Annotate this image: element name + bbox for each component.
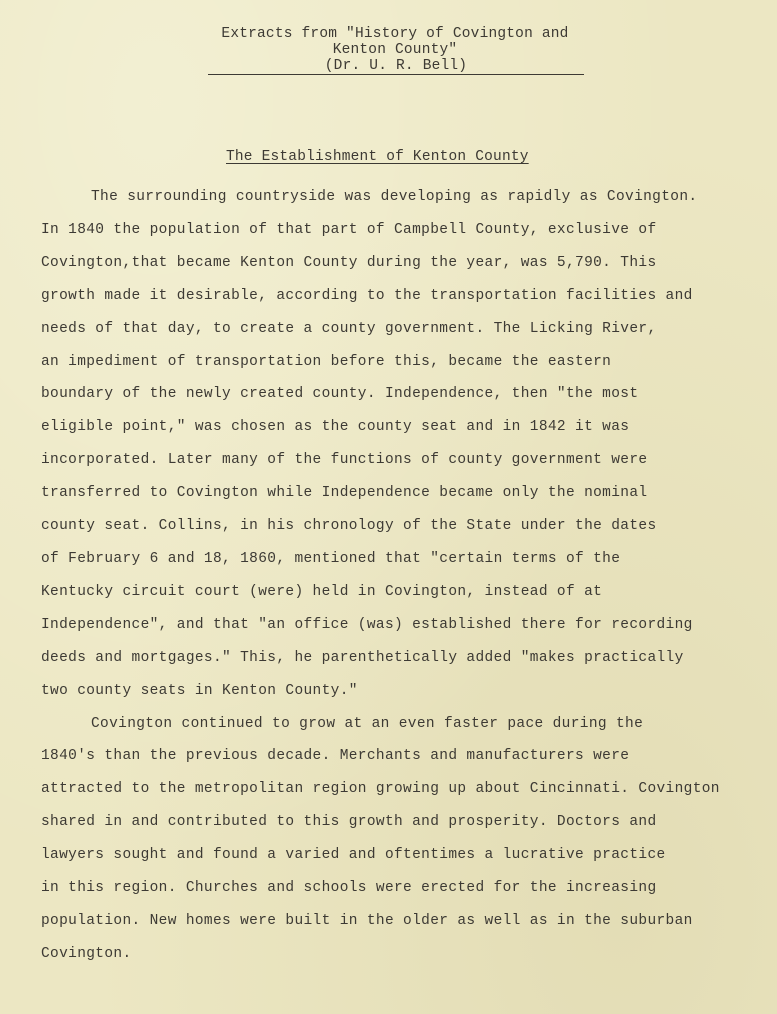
header-line-2: Kenton County" xyxy=(332,42,458,58)
text-line: two county seats in Kenton County." xyxy=(41,682,358,699)
text-line: eligible point," was chosen as the county seat and in 1842 it was xyxy=(41,419,630,436)
text-line: growth made it desirable, according to the transportation facilities and xyxy=(41,287,693,304)
text-line: needs of that day, to create a county government. The Licking River, xyxy=(41,320,657,337)
text-line: Kentucky circuit court (were) held in Covington, instead of at xyxy=(41,583,603,600)
text-line: incorporated. Later many of the functions of county government were xyxy=(41,452,648,469)
text-line: Covington continued to grow at an even faster pace during the xyxy=(91,715,644,732)
text-line: boundary of the newly created county. Independence, then "the most xyxy=(41,386,639,403)
text-line: attracted to the metropolitan region growing up about Cincinnati. Covington xyxy=(41,781,720,798)
text-line: county seat. Collins, in his chronology of the State under the dates xyxy=(41,518,657,535)
paragraph-1 xyxy=(41,181,773,708)
text-line: lawyers sought and found a varied and oftentimes a lucrative practice xyxy=(41,847,666,864)
text-line: 1840's than the previous decade. Merchants and manufacturers were xyxy=(41,748,630,765)
section-title: The Establishment of Kenton County xyxy=(226,149,529,165)
document-header xyxy=(200,26,590,75)
paragraph-2 xyxy=(41,708,773,971)
text-line: an impediment of transportation before this, became the eastern xyxy=(41,353,612,370)
header-line-1: Extracts from "History of Covington and xyxy=(221,26,569,42)
text-line: population. New homes were built in the older as well as in the suburban xyxy=(41,912,693,929)
text-line: shared in and contributed to this growth and prosperity. Doctors and xyxy=(41,814,657,831)
text-line: Independence", and that "an office (was) established there for recording xyxy=(41,616,693,633)
header-line-3: (Dr. U. R. Bell) xyxy=(208,58,584,75)
text-line: of February 6 and 18, 1860, mentioned that "certain terms of the xyxy=(41,550,621,567)
text-line: Covington,that became Kenton County during the year, was 5,790. This xyxy=(41,254,657,271)
text-line: deeds and mortgages." This, he parenthetically added "makes practically xyxy=(41,649,684,666)
body-text xyxy=(41,181,773,971)
text-line: In 1840 the population of that part of Campbell County, exclusive of xyxy=(41,221,657,238)
text-line: in this region. Churches and schools were erected for the increasing xyxy=(41,880,657,897)
text-line: The surrounding countryside was developing as rapidly as Covington. xyxy=(91,189,698,205)
text-line: transferred to Covington while Independence became only the nominal xyxy=(41,485,648,502)
text-line: Covington. xyxy=(41,945,132,962)
